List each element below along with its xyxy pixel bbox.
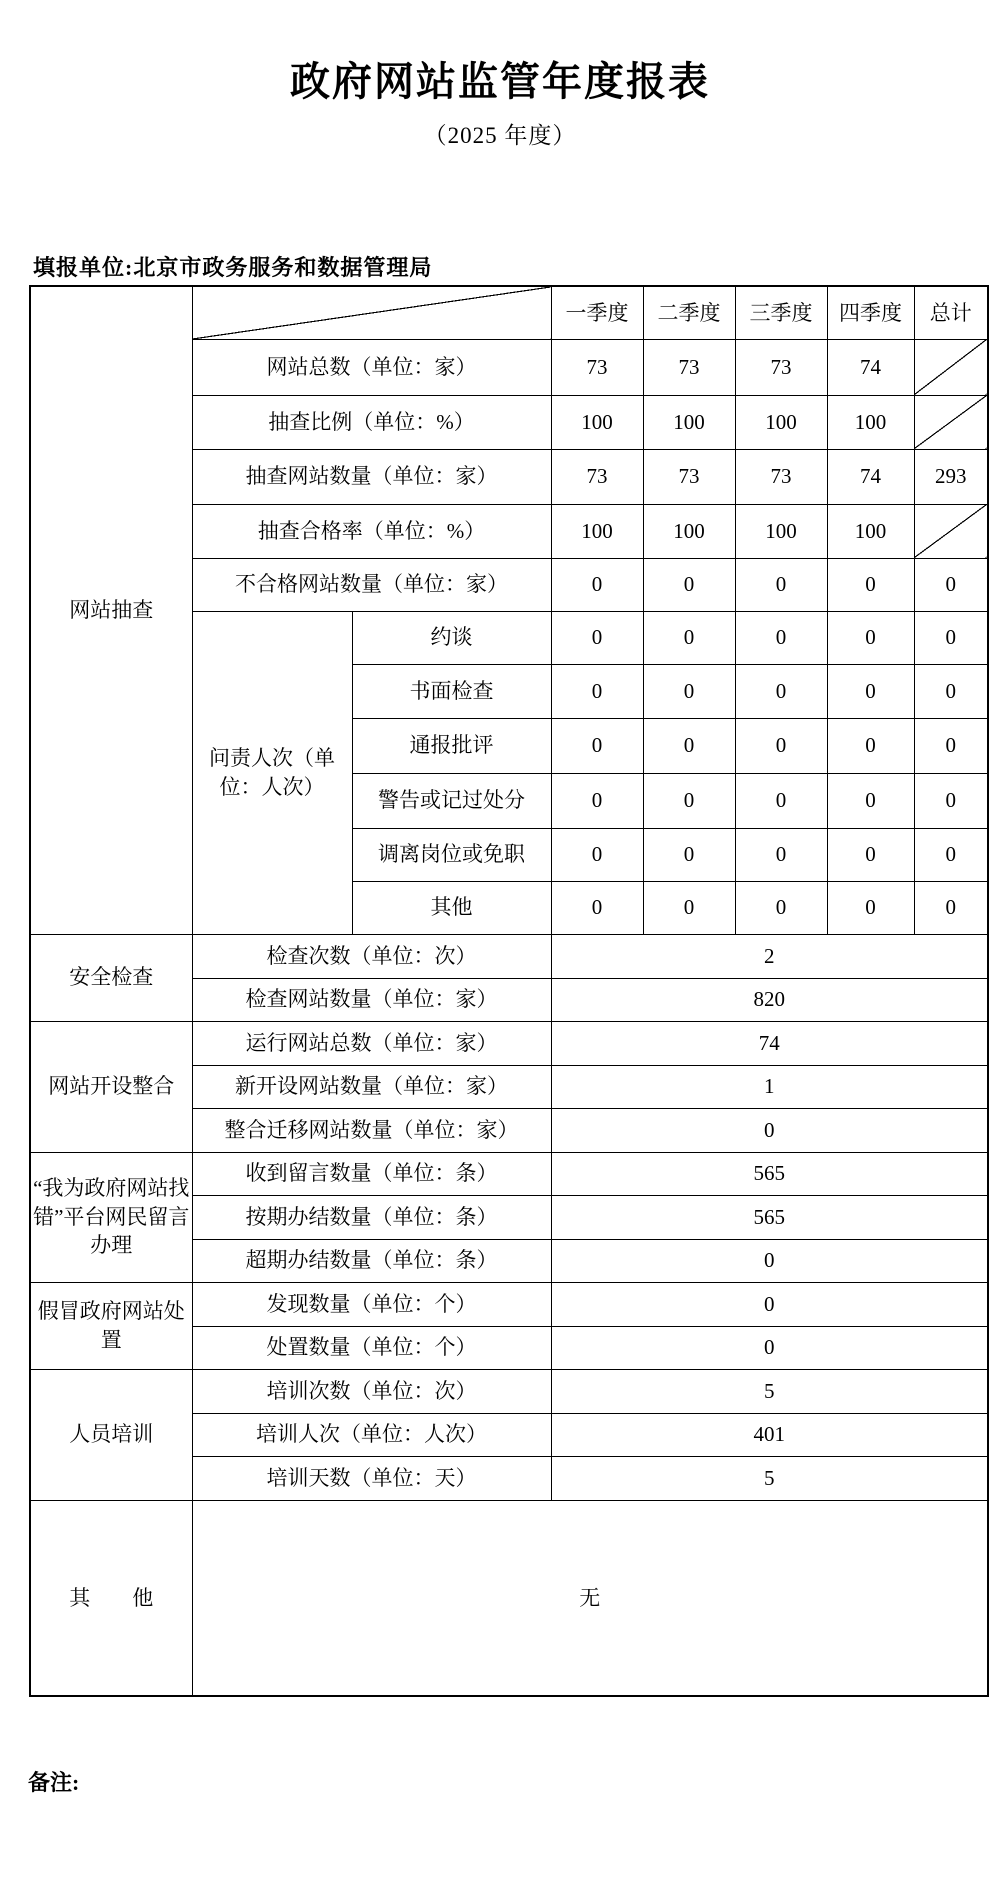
q1-value: 73 (551, 339, 643, 395)
q1-value: 0 (551, 664, 643, 718)
total-diagonal-cell (914, 395, 988, 449)
annual-value: 5 (551, 1456, 988, 1500)
metric-label-messages-received: 收到留言数量（单位：条） (192, 1152, 551, 1195)
total-value: 0 (914, 611, 988, 664)
metric-label-training-attendance: 培训人次（单位：人次） (192, 1413, 551, 1456)
annual-value: 820 (551, 978, 988, 1021)
q2-value: 0 (643, 828, 735, 881)
metric-label-pass-rate: 抽查合格率（单位：%） (192, 504, 551, 558)
q3-value: 0 (735, 773, 827, 828)
col-header-q4: 四季度 (827, 286, 914, 339)
q2-value: 0 (643, 664, 735, 718)
q4-value: 0 (827, 881, 914, 934)
total-value: 0 (914, 881, 988, 934)
q4-value: 0 (827, 664, 914, 718)
q3-value: 100 (735, 395, 827, 449)
report-table (29, 285, 989, 1697)
col-header-q2: 二季度 (643, 286, 735, 339)
metric-label-sampling-ratio: 抽查比例（单位：%） (192, 395, 551, 449)
sub-label-removal: 调离岗位或免职 (352, 828, 551, 881)
total-value: 0 (914, 828, 988, 881)
metric-label-fake-disposed: 处置数量（单位：个） (192, 1326, 551, 1369)
q2-value: 73 (643, 449, 735, 504)
q3-value: 73 (735, 449, 827, 504)
q3-value: 0 (735, 558, 827, 611)
section-label-personnel-training: 人员培训 (30, 1369, 192, 1500)
sub-label-criticism: 通报批评 (352, 718, 551, 773)
metric-label-accountability: 问责人次（单位：人次） (192, 611, 352, 934)
q2-value: 0 (643, 881, 735, 934)
metric-label-sampled-websites: 抽查网站数量（单位：家） (192, 449, 551, 504)
q2-value: 0 (643, 611, 735, 664)
q3-value: 0 (735, 718, 827, 773)
q3-value: 0 (735, 828, 827, 881)
q2-value: 73 (643, 339, 735, 395)
total-diagonal-cell (914, 504, 988, 558)
total-value: 293 (914, 449, 988, 504)
section-label-other: 其 他 (30, 1500, 192, 1696)
annual-value: 0 (551, 1108, 988, 1152)
annual-value: 2 (551, 934, 988, 978)
q4-value: 0 (827, 828, 914, 881)
annual-value: 74 (551, 1021, 988, 1065)
section-label-security-inspection: 安全检查 (30, 934, 192, 1021)
metric-label-running-websites: 运行网站总数（单位：家） (192, 1021, 551, 1065)
col-header-q1: 一季度 (551, 286, 643, 339)
q4-value: 100 (827, 504, 914, 558)
metric-label-inspection-count: 检查次数（单位：次） (192, 934, 551, 978)
q2-value: 0 (643, 558, 735, 611)
section-label-error-report-platform: “我为政府网站找错”平台网民留言办理 (30, 1152, 192, 1282)
q2-value: 100 (643, 395, 735, 449)
metric-label-training-days: 培训天数（单位：天） (192, 1456, 551, 1500)
metric-label-fake-found: 发现数量（单位：个） (192, 1282, 551, 1326)
table-row (30, 934, 988, 978)
sub-label-written-inspection: 书面检查 (352, 664, 551, 718)
q3-value: 0 (735, 611, 827, 664)
q1-value: 0 (551, 611, 643, 664)
total-value: 0 (914, 664, 988, 718)
q4-value: 0 (827, 558, 914, 611)
metric-label-new-websites: 新开设网站数量（单位：家） (192, 1065, 551, 1108)
metric-label-migrated-websites: 整合迁移网站数量（单位：家） (192, 1108, 551, 1152)
sub-label-interview: 约谈 (352, 611, 551, 664)
q4-value: 0 (827, 611, 914, 664)
q3-value: 0 (735, 664, 827, 718)
annual-value: 401 (551, 1413, 988, 1456)
metric-label-training-sessions: 培训次数（单位：次） (192, 1369, 551, 1413)
q4-value: 100 (827, 395, 914, 449)
reporting-unit: 填报单位:北京市政务服务和数据管理局 (33, 255, 433, 280)
annual-value: 1 (551, 1065, 988, 1108)
metric-label-handled-on-time: 按期办结数量（单位：条） (192, 1195, 551, 1239)
table-row (30, 1282, 988, 1326)
q4-value: 74 (827, 449, 914, 504)
col-header-q3: 三季度 (735, 286, 827, 339)
annual-value: 565 (551, 1152, 988, 1195)
q1-value: 100 (551, 395, 643, 449)
q3-value: 0 (735, 881, 827, 934)
q1-value: 100 (551, 504, 643, 558)
other-value: 无 (192, 1500, 988, 1696)
sub-label-other: 其他 (352, 881, 551, 934)
total-value: 0 (914, 718, 988, 773)
sub-label-warning: 警告或记过处分 (352, 773, 551, 828)
table-row (30, 1152, 988, 1195)
metric-label-handled-overdue: 超期办结数量（单位：条） (192, 1239, 551, 1282)
section-label-website-sampling: 网站抽查 (30, 286, 192, 934)
report-table-body (30, 286, 988, 1696)
table-row (30, 1021, 988, 1065)
table-row (30, 286, 988, 339)
q4-value: 0 (827, 773, 914, 828)
q1-value: 0 (551, 828, 643, 881)
q2-value: 0 (643, 718, 735, 773)
col-header-total: 总计 (914, 286, 988, 339)
annual-value: 0 (551, 1326, 988, 1369)
total-value: 0 (914, 773, 988, 828)
page-subtitle: （2025 年度） (423, 123, 577, 148)
q4-value: 0 (827, 718, 914, 773)
q1-value: 0 (551, 881, 643, 934)
q4-value: 74 (827, 339, 914, 395)
total-diagonal-cell (914, 339, 988, 395)
annual-value: 0 (551, 1239, 988, 1282)
q1-value: 0 (551, 558, 643, 611)
section-label-fake-website-disposal: 假冒政府网站处置 (30, 1282, 192, 1369)
q2-value: 100 (643, 504, 735, 558)
table-row (30, 1369, 988, 1413)
q2-value: 0 (643, 773, 735, 828)
metric-label-total-websites: 网站总数（单位：家） (192, 339, 551, 395)
page-title: 政府网站监管年度报表 (290, 59, 710, 104)
section-label-website-integration: 网站开设整合 (30, 1021, 192, 1152)
q3-value: 100 (735, 504, 827, 558)
q3-value: 73 (735, 339, 827, 395)
q1-value: 73 (551, 449, 643, 504)
diagonal-header-cell (192, 286, 551, 339)
annual-value: 5 (551, 1369, 988, 1413)
q1-value: 0 (551, 773, 643, 828)
annual-value: 565 (551, 1195, 988, 1239)
q1-value: 0 (551, 718, 643, 773)
metric-label-failed-websites: 不合格网站数量（单位：家） (192, 558, 551, 611)
notes-label: 备注: (28, 1770, 80, 1795)
table-row (30, 1500, 988, 1696)
total-value: 0 (914, 558, 988, 611)
annual-value: 0 (551, 1282, 988, 1326)
metric-label-inspected-websites: 检查网站数量（单位：家） (192, 978, 551, 1021)
